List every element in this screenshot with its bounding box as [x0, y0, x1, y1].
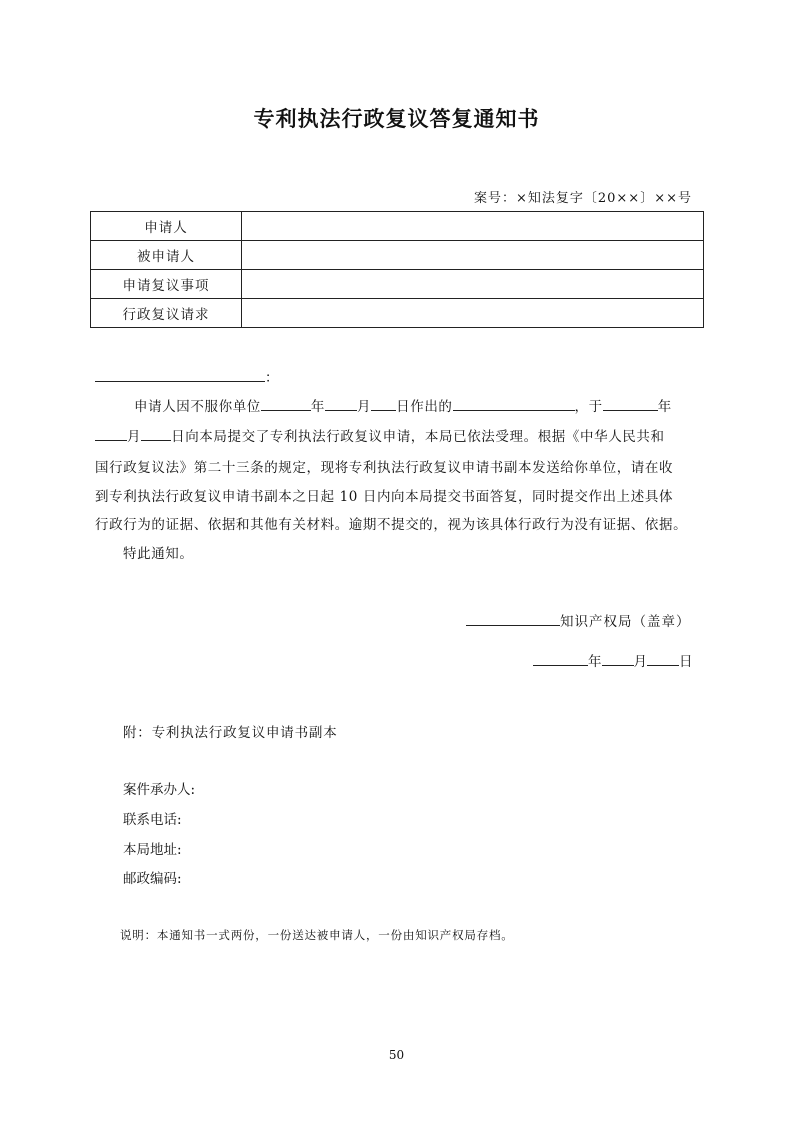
body-line-2: [95, 425, 665, 445]
year-label-2: 年: [657, 399, 672, 415]
contact-address: 本局地址:: [123, 842, 182, 858]
row-value-respondent: [242, 241, 704, 270]
contact-phone: 联系电话:: [123, 812, 182, 828]
row-label-matter: 申请复议事项: [91, 270, 242, 299]
year-label: 年: [310, 399, 326, 415]
day-label: 日作出的: [396, 399, 453, 415]
signature-office: [466, 610, 691, 630]
year-blank: [261, 396, 311, 411]
sig-year-label: 年: [588, 654, 602, 670]
month-label-2: 月: [127, 429, 142, 445]
comma-yu: ，于: [574, 399, 603, 415]
row-value-request: [242, 299, 704, 328]
sig-month-label: 月: [633, 654, 647, 670]
day-blank: [371, 396, 396, 411]
signature-date: [533, 650, 693, 670]
row-value-matter: [242, 270, 704, 299]
row-label-request: 行政复议请求: [91, 299, 242, 328]
sig-month-blank: [602, 651, 634, 666]
table-row: [91, 270, 704, 299]
case-number: 案号：×知法复字〔20××〕××号: [473, 191, 692, 206]
contact-postcode: 邮政编码:: [123, 871, 182, 887]
addressee-blank: [95, 367, 265, 382]
body-line-4: 到专利执法行政复议申请书副本之日起 10 日内向本局提交书面答复，同时提交作出上述具体: [95, 489, 674, 505]
row-label-applicant: 申请人: [91, 212, 242, 241]
office-blank: [466, 611, 560, 626]
sig-day-blank: [647, 651, 679, 666]
info-table: [90, 211, 704, 328]
body-line-3: 国行政复议法》第二十三条的规定，现将专利执法行政复议申请书副本发送给你单位，请在收: [95, 460, 674, 476]
attachment-line: 附：专利执法行政复议申请书副本: [123, 725, 338, 741]
body-text: 申请人因不服你单位: [134, 399, 261, 415]
body-line-5: 行政行为的证据、依据和其他有关材料。逾期不提交的，视为该具体行政行为没有证据、依据。: [95, 517, 688, 533]
body-line-1: [134, 395, 672, 415]
month-label: 月: [357, 399, 372, 415]
contact-handler: 案件承办人:: [123, 782, 196, 798]
table-row: [91, 212, 704, 241]
sig-day-label: 日: [679, 654, 693, 670]
day-blank-2: [141, 426, 171, 441]
row-label-respondent: 被申请人: [91, 241, 242, 270]
office-label: 知识产权局（盖章）: [560, 614, 691, 630]
month-blank-2: [95, 426, 127, 441]
page-title: 专利执法行政复议答复通知书: [253, 107, 540, 131]
addressee-colon: ：: [265, 370, 279, 386]
page-number: 50: [388, 1048, 405, 1062]
closing-line: 特此通知。: [123, 546, 194, 562]
row-value-applicant: [242, 212, 704, 241]
addressee-line: [95, 366, 279, 386]
body-text: 日向本局提交了专利执法行政复议申请，本局已依法受理。根据《中华人民共和: [171, 429, 665, 445]
footnote: 说明：本通知书一式两份，一份送达被申请人，一份由知识产权局存档。: [120, 928, 514, 942]
month-blank: [325, 396, 357, 411]
decision-blank: [453, 396, 575, 411]
year-blank-2: [603, 396, 658, 411]
table-row: [91, 241, 704, 270]
table-row: [91, 299, 704, 328]
sig-year-blank: [533, 651, 588, 666]
